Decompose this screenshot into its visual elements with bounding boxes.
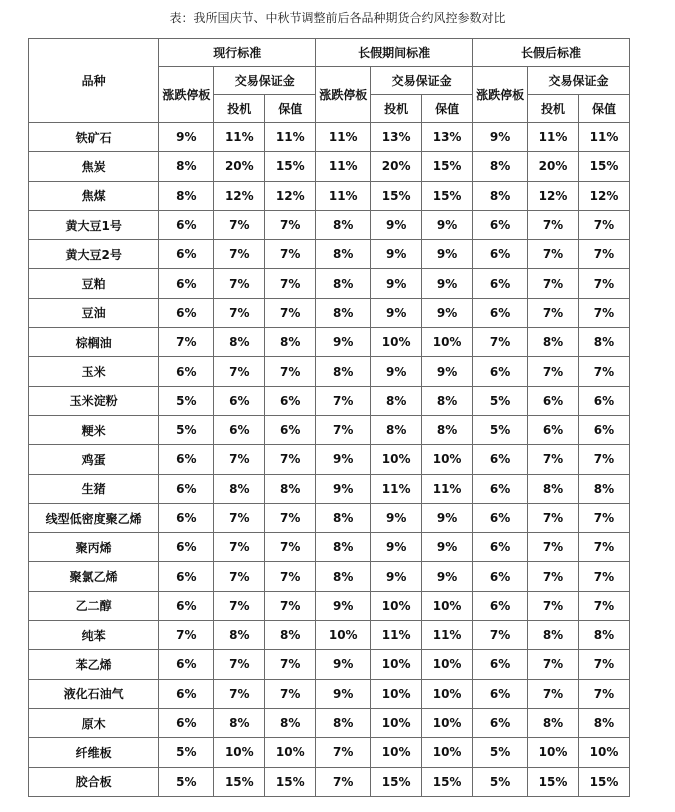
limit-cell: 6% — [159, 240, 214, 269]
variety-header: 品种 — [29, 39, 159, 123]
spec-margin-cell: 15% — [528, 767, 579, 796]
limit-cell: 6% — [159, 298, 214, 327]
limit-cell: 8% — [316, 357, 371, 386]
hedge-margin-cell: 7% — [578, 533, 629, 562]
limit-header: 涨跌停板 — [316, 67, 371, 123]
limit-cell: 9% — [316, 328, 371, 357]
spec-margin-cell: 7% — [214, 357, 265, 386]
hedge-margin-cell: 12% — [265, 181, 316, 210]
hedge-margin-cell: 7% — [578, 357, 629, 386]
limit-cell: 6% — [159, 650, 214, 679]
table-row — [29, 357, 630, 386]
spec-margin-cell: 6% — [528, 415, 579, 444]
spec-margin-cell: 6% — [214, 415, 265, 444]
table-row — [29, 210, 630, 239]
hedge-margin-cell: 10% — [422, 679, 473, 708]
table-row — [29, 562, 630, 591]
limit-cell: 6% — [473, 533, 528, 562]
variety-cell: 黄大豆1号 — [29, 210, 159, 239]
spec-margin-cell: 9% — [371, 357, 422, 386]
variety-cell: 线型低密度聚乙烯 — [29, 503, 159, 532]
spec-margin-cell: 7% — [214, 591, 265, 620]
hedge-margin-cell: 10% — [422, 650, 473, 679]
table-body — [29, 123, 630, 797]
table-row — [29, 415, 630, 444]
limit-cell: 6% — [473, 474, 528, 503]
spec-margin-cell: 10% — [214, 738, 265, 767]
table-row — [29, 767, 630, 796]
spec-margin-cell: 20% — [214, 152, 265, 181]
spec-margin-cell: 7% — [528, 357, 579, 386]
variety-cell: 鸡蛋 — [29, 445, 159, 474]
limit-header: 涨跌停板 — [473, 67, 528, 123]
spec-margin-cell: 7% — [528, 269, 579, 298]
spec-margin-cell: 7% — [528, 298, 579, 327]
limit-cell: 6% — [159, 269, 214, 298]
spec-margin-cell: 7% — [214, 445, 265, 474]
variety-cell: 聚丙烯 — [29, 533, 159, 562]
group-header-holiday: 长假期间标准 — [316, 39, 473, 67]
hedge-margin-cell: 8% — [578, 474, 629, 503]
hedge-header: 保值 — [265, 95, 316, 123]
hedge-margin-cell: 8% — [422, 415, 473, 444]
variety-cell: 粳米 — [29, 415, 159, 444]
limit-cell: 8% — [316, 210, 371, 239]
spec-margin-cell: 8% — [214, 708, 265, 737]
spec-margin-cell: 11% — [528, 123, 579, 152]
limit-cell: 6% — [159, 533, 214, 562]
variety-cell: 生猪 — [29, 474, 159, 503]
limit-cell: 6% — [159, 474, 214, 503]
hedge-margin-cell: 8% — [265, 708, 316, 737]
spec-margin-cell: 7% — [528, 210, 579, 239]
spec-margin-cell: 8% — [528, 328, 579, 357]
variety-cell: 棕榈油 — [29, 328, 159, 357]
hedge-margin-cell: 8% — [578, 708, 629, 737]
hedge-margin-cell: 7% — [578, 269, 629, 298]
variety-cell: 纯苯 — [29, 621, 159, 650]
limit-cell: 5% — [473, 386, 528, 415]
hedge-margin-cell: 9% — [422, 240, 473, 269]
limit-cell: 6% — [473, 562, 528, 591]
hedge-margin-cell: 7% — [578, 503, 629, 532]
hedge-margin-cell: 11% — [578, 123, 629, 152]
limit-cell: 9% — [316, 650, 371, 679]
limit-cell: 6% — [159, 708, 214, 737]
limit-cell: 6% — [473, 679, 528, 708]
limit-cell: 9% — [316, 445, 371, 474]
variety-cell: 液化石油气 — [29, 679, 159, 708]
hedge-margin-cell: 7% — [265, 591, 316, 620]
limit-cell: 5% — [473, 415, 528, 444]
variety-cell: 玉米 — [29, 357, 159, 386]
hedge-margin-cell: 7% — [578, 650, 629, 679]
limit-cell: 7% — [316, 415, 371, 444]
table-row — [29, 738, 630, 767]
spec-margin-cell: 8% — [371, 386, 422, 415]
limit-cell: 6% — [473, 708, 528, 737]
limit-cell: 6% — [159, 562, 214, 591]
spec-margin-cell: 9% — [371, 210, 422, 239]
limit-cell: 6% — [473, 357, 528, 386]
hedge-margin-cell: 8% — [265, 474, 316, 503]
hedge-margin-cell: 7% — [578, 591, 629, 620]
hedge-margin-cell: 12% — [578, 181, 629, 210]
group-header-after: 长假后标准 — [473, 39, 630, 67]
spec-margin-cell: 10% — [371, 591, 422, 620]
hedge-margin-cell: 15% — [265, 152, 316, 181]
hedge-margin-cell: 9% — [422, 562, 473, 591]
hedge-margin-cell: 9% — [422, 503, 473, 532]
variety-cell: 胶合板 — [29, 767, 159, 796]
spec-margin-cell: 7% — [528, 503, 579, 532]
limit-cell: 5% — [473, 738, 528, 767]
hedge-margin-cell: 6% — [265, 415, 316, 444]
hedge-margin-cell: 10% — [422, 591, 473, 620]
hedge-margin-cell: 13% — [422, 123, 473, 152]
limit-cell: 10% — [316, 621, 371, 650]
limit-cell: 7% — [473, 621, 528, 650]
hedge-margin-cell: 10% — [422, 328, 473, 357]
hedge-margin-cell: 7% — [265, 269, 316, 298]
table-row — [29, 181, 630, 210]
limit-cell: 6% — [473, 650, 528, 679]
limit-cell: 6% — [473, 210, 528, 239]
hedge-margin-cell: 9% — [422, 269, 473, 298]
spec-margin-cell: 6% — [214, 386, 265, 415]
limit-cell: 5% — [159, 386, 214, 415]
hedge-margin-cell: 10% — [422, 738, 473, 767]
margin-header: 交易保证金 — [214, 67, 316, 95]
limit-cell: 6% — [473, 269, 528, 298]
spec-margin-cell: 9% — [371, 240, 422, 269]
limit-cell: 9% — [316, 474, 371, 503]
variety-cell: 苯乙烯 — [29, 650, 159, 679]
limit-cell: 8% — [316, 298, 371, 327]
hedge-margin-cell: 7% — [265, 503, 316, 532]
table-row — [29, 650, 630, 679]
spec-margin-cell: 8% — [528, 708, 579, 737]
hedge-margin-cell: 8% — [265, 328, 316, 357]
hedge-margin-cell: 9% — [422, 357, 473, 386]
limit-cell: 7% — [316, 386, 371, 415]
hedge-margin-cell: 11% — [265, 123, 316, 152]
spec-margin-cell: 7% — [214, 562, 265, 591]
hedge-margin-cell: 10% — [265, 738, 316, 767]
table-caption: 表：我所国庆节、中秋节调整前后各品种期货合约风控参数对比 — [169, 11, 506, 25]
limit-cell: 6% — [473, 503, 528, 532]
spec-margin-cell: 7% — [528, 533, 579, 562]
limit-cell: 5% — [159, 415, 214, 444]
spec-margin-cell: 10% — [371, 328, 422, 357]
limit-cell: 6% — [159, 445, 214, 474]
spec-margin-cell: 7% — [528, 650, 579, 679]
spec-margin-cell: 7% — [528, 240, 579, 269]
variety-cell: 焦炭 — [29, 152, 159, 181]
variety-cell: 铁矿石 — [29, 123, 159, 152]
spec-margin-cell: 8% — [214, 328, 265, 357]
variety-cell: 焦煤 — [29, 181, 159, 210]
hedge-margin-cell: 7% — [265, 210, 316, 239]
hedge-margin-cell: 7% — [265, 240, 316, 269]
hedge-margin-cell: 15% — [578, 767, 629, 796]
spec-margin-cell: 9% — [371, 533, 422, 562]
limit-cell: 8% — [316, 503, 371, 532]
hedge-margin-cell: 15% — [578, 152, 629, 181]
variety-cell: 玉米淀粉 — [29, 386, 159, 415]
limit-cell: 6% — [473, 445, 528, 474]
hedge-margin-cell: 6% — [578, 386, 629, 415]
spec-margin-cell: 10% — [528, 738, 579, 767]
spec-margin-cell: 11% — [371, 621, 422, 650]
spec-margin-cell: 11% — [214, 123, 265, 152]
spec-margin-cell: 9% — [371, 298, 422, 327]
table-row — [29, 503, 630, 532]
spec-margin-cell: 8% — [214, 474, 265, 503]
limit-cell: 11% — [316, 123, 371, 152]
spec-margin-cell: 12% — [528, 181, 579, 210]
limit-cell: 6% — [159, 503, 214, 532]
spec-margin-cell: 7% — [214, 533, 265, 562]
limit-header: 涨跌停板 — [159, 67, 214, 123]
table-row — [29, 445, 630, 474]
hedge-margin-cell: 10% — [422, 445, 473, 474]
hedge-margin-cell: 6% — [265, 386, 316, 415]
limit-cell: 8% — [316, 533, 371, 562]
spec-margin-cell: 7% — [528, 445, 579, 474]
table-row — [29, 123, 630, 152]
spec-margin-cell: 9% — [371, 503, 422, 532]
limit-cell: 7% — [316, 767, 371, 796]
hedge-margin-cell: 7% — [265, 445, 316, 474]
margin-header: 交易保证金 — [371, 67, 473, 95]
group-header-current: 现行标准 — [159, 39, 316, 67]
hedge-margin-cell: 7% — [265, 679, 316, 708]
spec-margin-cell: 12% — [214, 181, 265, 210]
spec-margin-cell: 7% — [214, 679, 265, 708]
spec-margin-cell: 7% — [214, 650, 265, 679]
variety-cell: 纤维板 — [29, 738, 159, 767]
spec-margin-cell: 7% — [214, 503, 265, 532]
limit-cell: 8% — [316, 269, 371, 298]
spec-margin-cell: 9% — [371, 562, 422, 591]
limit-cell: 6% — [473, 591, 528, 620]
hedge-margin-cell: 11% — [422, 621, 473, 650]
spec-header: 投机 — [214, 95, 265, 123]
hedge-margin-cell: 6% — [578, 415, 629, 444]
table-row — [29, 298, 630, 327]
hedge-margin-cell: 11% — [422, 474, 473, 503]
spec-margin-cell: 8% — [528, 621, 579, 650]
variety-cell: 乙二醇 — [29, 591, 159, 620]
table-row — [29, 269, 630, 298]
spec-margin-cell: 10% — [371, 738, 422, 767]
limit-cell: 5% — [159, 767, 214, 796]
hedge-margin-cell: 7% — [578, 562, 629, 591]
limit-cell: 8% — [159, 181, 214, 210]
limit-cell: 8% — [316, 708, 371, 737]
spec-margin-cell: 7% — [214, 298, 265, 327]
limit-cell: 11% — [316, 152, 371, 181]
limit-cell: 6% — [159, 679, 214, 708]
limit-cell: 9% — [316, 679, 371, 708]
spec-margin-cell: 7% — [214, 240, 265, 269]
table-row — [29, 591, 630, 620]
limit-cell: 7% — [473, 328, 528, 357]
hedge-margin-cell: 7% — [265, 533, 316, 562]
hedge-header: 保值 — [422, 95, 473, 123]
spec-margin-cell: 7% — [528, 591, 579, 620]
limit-cell: 7% — [159, 621, 214, 650]
hedge-margin-cell: 15% — [265, 767, 316, 796]
table-row — [29, 533, 630, 562]
table-row — [29, 621, 630, 650]
table-row — [29, 152, 630, 181]
spec-margin-cell: 15% — [371, 181, 422, 210]
table-row — [29, 679, 630, 708]
limit-cell: 11% — [316, 181, 371, 210]
spec-header: 投机 — [371, 95, 422, 123]
spec-margin-cell: 10% — [371, 679, 422, 708]
spec-margin-cell: 10% — [371, 708, 422, 737]
hedge-margin-cell: 8% — [578, 328, 629, 357]
hedge-margin-cell: 7% — [265, 650, 316, 679]
spec-margin-cell: 8% — [528, 474, 579, 503]
hedge-margin-cell: 7% — [265, 562, 316, 591]
table-row — [29, 240, 630, 269]
limit-cell: 6% — [473, 298, 528, 327]
limit-cell: 8% — [316, 562, 371, 591]
limit-cell: 6% — [159, 210, 214, 239]
limit-cell: 9% — [159, 123, 214, 152]
limit-cell: 5% — [473, 767, 528, 796]
hedge-margin-cell: 15% — [422, 152, 473, 181]
table-row — [29, 328, 630, 357]
spec-margin-cell: 7% — [528, 679, 579, 708]
hedge-margin-cell: 7% — [578, 679, 629, 708]
variety-cell: 豆粕 — [29, 269, 159, 298]
spec-margin-cell: 11% — [371, 474, 422, 503]
spec-margin-cell: 10% — [371, 650, 422, 679]
limit-cell: 9% — [473, 123, 528, 152]
hedge-margin-cell: 7% — [578, 298, 629, 327]
hedge-margin-cell: 9% — [422, 298, 473, 327]
hedge-margin-cell: 7% — [578, 210, 629, 239]
hedge-margin-cell: 10% — [422, 708, 473, 737]
variety-cell: 聚氯乙烯 — [29, 562, 159, 591]
limit-cell: 5% — [159, 738, 214, 767]
hedge-margin-cell: 8% — [422, 386, 473, 415]
hedge-margin-cell: 15% — [422, 767, 473, 796]
table-row — [29, 474, 630, 503]
spec-margin-cell: 8% — [214, 621, 265, 650]
spec-margin-cell: 20% — [528, 152, 579, 181]
limit-cell: 8% — [316, 240, 371, 269]
hedge-margin-cell: 7% — [265, 357, 316, 386]
variety-cell: 黄大豆2号 — [29, 240, 159, 269]
spec-margin-cell: 7% — [528, 562, 579, 591]
hedge-header: 保值 — [578, 95, 629, 123]
limit-cell: 6% — [159, 357, 214, 386]
hedge-margin-cell: 7% — [578, 240, 629, 269]
limit-cell: 8% — [159, 152, 214, 181]
hedge-margin-cell: 10% — [578, 738, 629, 767]
spec-margin-cell: 20% — [371, 152, 422, 181]
spec-margin-cell: 9% — [371, 269, 422, 298]
spec-margin-cell: 13% — [371, 123, 422, 152]
limit-cell: 7% — [316, 738, 371, 767]
spec-margin-cell: 10% — [371, 445, 422, 474]
margin-header: 交易保证金 — [528, 67, 630, 95]
hedge-margin-cell: 8% — [578, 621, 629, 650]
spec-margin-cell: 7% — [214, 269, 265, 298]
variety-cell: 豆油 — [29, 298, 159, 327]
spec-margin-cell: 8% — [371, 415, 422, 444]
limit-cell: 8% — [473, 152, 528, 181]
table-row — [29, 386, 630, 415]
limit-cell: 9% — [316, 591, 371, 620]
spec-margin-cell: 6% — [528, 386, 579, 415]
hedge-margin-cell: 15% — [422, 181, 473, 210]
spec-margin-cell: 7% — [214, 210, 265, 239]
hedge-margin-cell: 9% — [422, 210, 473, 239]
risk-parameter-table — [28, 38, 630, 797]
hedge-margin-cell: 8% — [265, 621, 316, 650]
hedge-margin-cell: 7% — [578, 445, 629, 474]
hedge-margin-cell: 9% — [422, 533, 473, 562]
limit-cell: 6% — [473, 240, 528, 269]
hedge-margin-cell: 7% — [265, 298, 316, 327]
limit-cell: 8% — [473, 181, 528, 210]
spec-margin-cell: 15% — [371, 767, 422, 796]
spec-header: 投机 — [528, 95, 579, 123]
spec-margin-cell: 15% — [214, 767, 265, 796]
variety-cell: 原木 — [29, 708, 159, 737]
table-row — [29, 708, 630, 737]
limit-cell: 7% — [159, 328, 214, 357]
limit-cell: 6% — [159, 591, 214, 620]
